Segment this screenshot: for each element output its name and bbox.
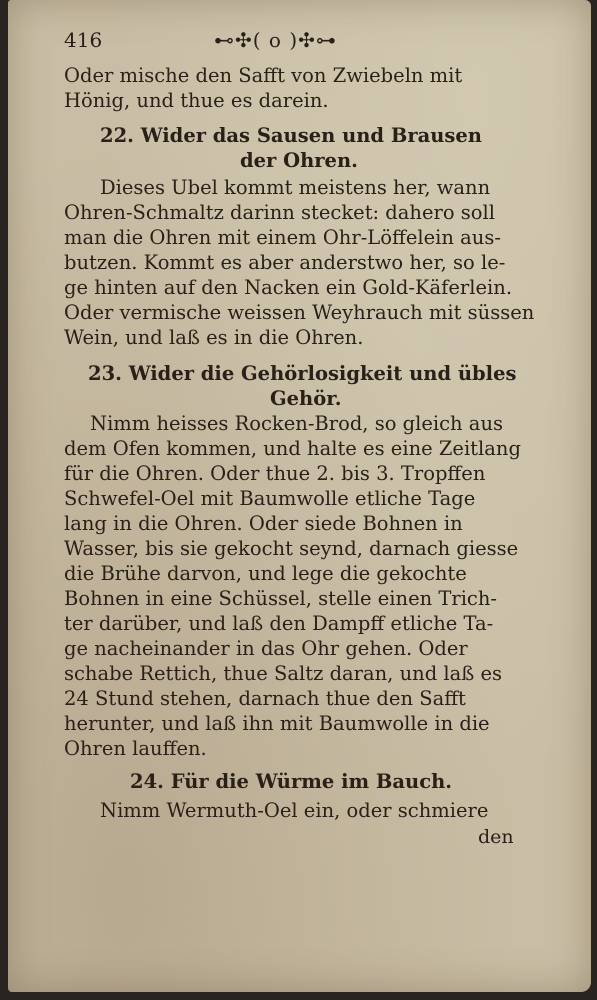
text-line: Hönig, und thue es darein.: [64, 89, 329, 112]
text-line: Oder vermische weissen Weyhrauch mit süssen: [64, 301, 535, 324]
text-line: Ohren-Schmaltz darinn stecket: dahero soll: [64, 201, 495, 224]
text-line: 24 Stund stehen, darnach thue den Safft: [64, 687, 466, 710]
text-line: Nimm Wermuth-Oel ein, oder schmiere: [100, 799, 489, 822]
text-line: schabe Rettich, thue Saltz daran, und laß es: [64, 662, 503, 685]
section-heading-22-cont: der Ohren.: [240, 149, 358, 172]
text-line: die Brühe darvon, und lege die gekochte: [64, 562, 467, 585]
text-line: herunter, und laß ihn mit Baumwolle in die: [64, 712, 490, 735]
text-line: Schwefel-Oel mit Baumwolle etliche Tage: [64, 487, 476, 510]
section-heading-23-cont: Gehör.: [270, 387, 342, 410]
section-heading-23: 23. Wider die Gehörlosigkeit und übles: [88, 362, 517, 385]
text-line: ge hinten auf den Nacken ein Gold-Käferlein.: [64, 276, 513, 299]
text-line: Bohnen in eine Schüssel, stelle einen Trich-: [64, 587, 497, 610]
text-line: Nimm heisses Rocken-Brod, so gleich aus: [90, 412, 504, 435]
text-line: Dieses Ubel kommt meistens her, wann: [100, 176, 491, 199]
text-line: dem Ofen kommen, und halte es eine Zeitlang: [64, 437, 521, 460]
text-line: man die Ohren mit einem Ohr-Löffelein aus-: [64, 226, 501, 249]
text-line: ge nacheinander in das Ohr gehen. Oder: [64, 637, 468, 660]
catchword: den: [478, 826, 514, 848]
text-line: butzen. Kommt es aber anderstwo her, so le-: [64, 251, 506, 274]
page-header: [64, 28, 534, 56]
section-heading-22: 22. Wider das Sausen und Brausen: [100, 124, 482, 147]
section-heading-24: 24. Für die Würme im Bauch.: [130, 770, 453, 793]
text-line: lang in die Ohren. Oder siede Bohnen in: [64, 512, 463, 535]
text-line: für die Ohren. Oder thue 2. bis 3. Tropffen: [64, 462, 486, 485]
text-line: Oder mische den Safft von Zwiebeln mit: [64, 64, 463, 87]
text-line: Wasser, bis sie gekocht seynd, darnach giesse: [64, 537, 519, 560]
page-number: 416: [64, 28, 103, 52]
header-ornament: ⊷✣( o )✣⊶: [214, 28, 337, 52]
text-line: Ohren lauffen.: [64, 737, 207, 760]
text-line: ter darüber, und laß den Dampff etliche Ta-: [64, 612, 494, 635]
text-line: Wein, und laß es in die Ohren.: [64, 326, 364, 349]
